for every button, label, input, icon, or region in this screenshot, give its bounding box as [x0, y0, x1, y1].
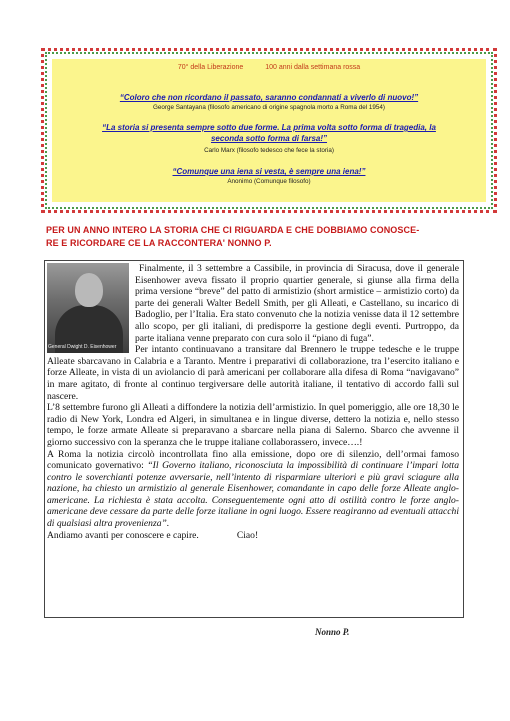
photo-caption: General Dwight D. Eisenhower — [48, 344, 117, 350]
article-box — [44, 260, 464, 618]
section-heading — [46, 224, 466, 250]
article-text — [47, 263, 459, 541]
quote-box-header — [52, 64, 486, 71]
header-settimana-rossa: 100 anni dalla settimana rossa — [265, 64, 361, 71]
heading-line-1: PER UN ANNO INTERO LA STORIA CHE CI RIGUARDA E CHE DOBBIAMO CONOSCE- — [46, 225, 420, 235]
ciao-text: Ciao! — [236, 529, 259, 541]
heading-line-2: RE E RICORDARE CE LA RACCONTERA' NONNO P. — [46, 238, 272, 248]
quote-box-frame — [41, 48, 497, 213]
article-paragraph-4: A Roma la notizia circolò incontrollata fino alla emissione, dopo ore di silenzio, dell’ormai famoso comunicato governativo: “Il Governo italiano, riconosciuta la impossibilità di continuare l’impari lotta contro le soverchianti potenze avversarie, nell’intento di risparmiare ulteriori e più gravi sciagure alla nazione, ha chiesto un armistizio al generale Eisenhower, comandante in capo delle forze Alleate anglo-americane. La richiesta è stata accolta. Conseguentemente ogni atto di ostilità contro le forze anglo-americane deve cessare da parte delle forze italiane in ogni luogo. Essere reagiranno ad eventuali attacchi di qualsiasi altra provenienza”. — [47, 448, 459, 530]
article-paragraph-3: L’8 settembre furono gli Alleati a diffondere la notizia dell’armistizio. In quel pomeriggio, alle ore 18,30 le radio di New York, Londra ed Algeri, in simultanea e in lingue diverse, dettero la notizia e, nello stesso tempo, le forze armate Alleate si preparavano a sbarcare nella piana di Salerno. Sbarco che avvenne il giorno successivo con la speranza che le truppe italiane collaborassero, invece….! — [47, 402, 459, 448]
article-paragraph-2: Per intanto continuavano a transitare dal Brennero le truppe tedesche e le truppe Alleate sbarcavano in Calabria e a Taranto. Mentre i preparativi di collaborazione, tra l’esercito italiano e forze Alleate, in vista di un aviolancio di parà americani per collaborare alla difesa di Roma “navigavano” in mare agitato, di fronte al continuo tergiversare delle autorità italiane, il tentativo di accordo fallì sul nascere. — [47, 344, 459, 402]
quote-santayana: “Coloro che non ricordano il passato, saranno condannati a viverlo di nuovo!” — [119, 93, 419, 102]
signature-nonno-p: Nonno P. — [315, 627, 350, 637]
quote-box — [52, 59, 486, 202]
government-communique: “Il Governo italiano, riconosciuta la impossibilità di continuare l’impari lotta contro le soverchianti potenze avversarie, nell’intento di risparmiare ulteriori e più gravi sciagure alla nazione, ha chiesto un armistizio al generale Eisenhower, comandante in capo delle forze Alleate anglo-americane. La richiesta è stata accolta. Conseguentemente ogni atto di ostilità contro le forze anglo-americane deve cessare da parte delle forze italiane in ogni luogo. Essere reagiranno ad eventuali attacchi di qualsiasi altra provenienza”. — [47, 460, 459, 530]
author-anonimo: Anonimo (Comunque filosofo) — [227, 178, 311, 185]
article-paragraph-1: Finalmente, il 3 settembre a Cassibile, in provincia di Siracusa, dove il generale Eisenhower aveva fissato il proprio quartier generale, si giunse alla firma della prima versione “breve” del patto di armistizio (short armistice – armistizio corto) da parte dei generali Walter Bedell Smith, per gli Alleati, e Castellano, su incarico di Badoglio, per l’Italia. Era stato convenuto che la notizia venisse data il 12 settembre allo scopo, per gli italiani, di predisporre la gestione degli eventi. Purtroppo, da parte italiana venne preparato con cura solo il “piano di fuga”. — [135, 263, 459, 344]
quote-anonimo: “Comunque una iena si vesta, è sempre una iena!” — [172, 167, 366, 176]
author-santayana: George Santayana (filosofo americano di origine spagnola morto a Roma del 1954) — [152, 104, 386, 111]
author-marx: Carlo Marx (filosofo tedesco che fece la storia) — [204, 147, 334, 154]
quote-marx: “La storia si presenta sempre sotto due forme. La prima volta sotto forma di tragedia, la seconda sotto forma di farsa!” — [102, 123, 436, 143]
header-liberation: 70° della Liberazione — [177, 64, 244, 71]
article-closing: Andiamo avanti per conoscere e capire. Ciao! — [47, 529, 259, 541]
